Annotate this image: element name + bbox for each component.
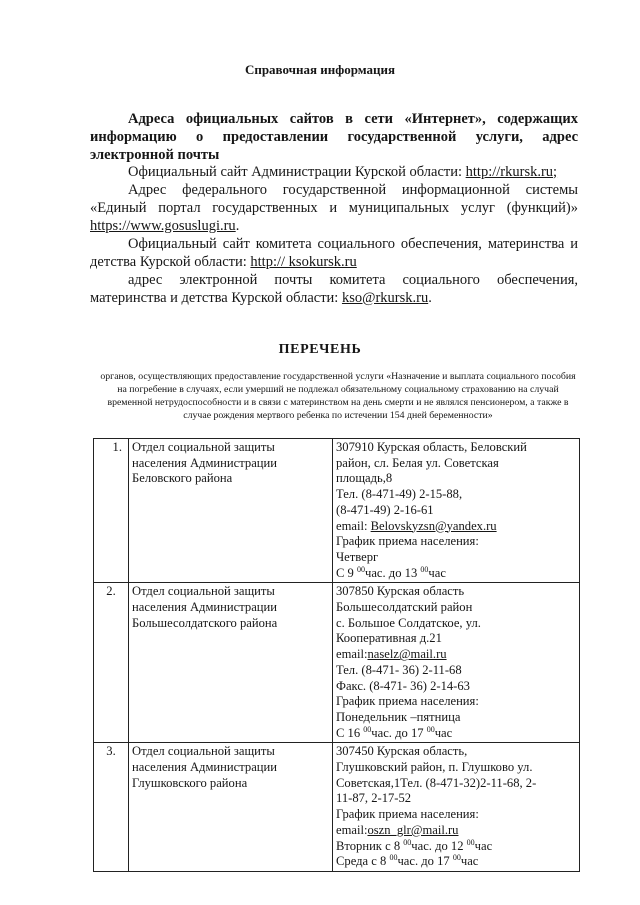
portal-link[interactable]: https://www.gosuslugi.ru xyxy=(90,217,236,234)
hours-unit: час xyxy=(474,838,493,853)
table-row xyxy=(94,439,580,583)
list-description: органов, осуществляющих предоставление государственной услуги «Назначение и выплата социального пособия на погребение в случаях, если умерший не подлежал обязательному социальному страхованию на случай временной нетрудоспособности и в связи с материнством на день смерти и не являлся пенсионером, а также в случае рождения мертвого ребенка по истечении 154 дней беременности» xyxy=(100,370,576,421)
address-line: 307450 Курская область, xyxy=(336,744,468,759)
hours-to-minutes: 00 xyxy=(452,853,461,863)
hours-unit: час xyxy=(460,854,479,869)
hours-to: час. до 17 xyxy=(397,854,453,869)
hours-from-minutes: 00 xyxy=(357,564,365,574)
hours-to: час. до 12 xyxy=(411,838,467,853)
schedule-hours xyxy=(336,566,576,582)
hours-to: час. до 17 xyxy=(371,725,427,740)
address-line: Кооперативная д.21 xyxy=(336,631,442,646)
hours-unit: час xyxy=(428,565,446,580)
email-link[interactable]: oszn_glr@mail.ru xyxy=(367,822,459,837)
portal-label: Адрес федерального государственной информационной системы «Единый портал государственных и муниципальных услуг (функций)» xyxy=(90,181,578,216)
committee-email-paragraph xyxy=(90,271,578,307)
hours-to-minutes: 00 xyxy=(466,837,475,847)
list-title: ПЕРЕЧЕНЬ xyxy=(278,342,362,357)
row-number: 2. xyxy=(94,583,129,743)
admin-site-paragraph xyxy=(90,163,578,181)
hours-from-minutes: 00 xyxy=(363,724,372,734)
websites-heading: Адреса официальных сайтов в сети «Интернет», содержащих информацию о предоставлении государственной услуги, адрес электронной почты xyxy=(90,110,578,163)
hours-from: С 16 xyxy=(336,725,364,740)
schedule-hours-wednesday xyxy=(336,854,576,870)
address-line: площадь,8 xyxy=(336,471,393,486)
hours-from: С 9 xyxy=(336,565,357,580)
table-row xyxy=(94,583,580,743)
address-line: 307910 Курская область, Беловский xyxy=(336,440,527,454)
hours-from: Среда с 8 xyxy=(336,854,390,869)
schedule-days: Понедельник –пятница xyxy=(336,709,461,724)
email-link[interactable]: naselz@mail.ru xyxy=(367,647,447,662)
committee-site-link[interactable]: http:// ksokursk.ru xyxy=(250,253,357,270)
row-number: 1. xyxy=(94,439,129,583)
committee-site-paragraph xyxy=(90,235,578,271)
address-line: 307850 Курская область xyxy=(336,584,465,599)
page-title: Справочная информация xyxy=(244,62,396,77)
hours-from-minutes: 00 xyxy=(389,853,398,863)
schedule-days: Четверг xyxy=(336,549,379,564)
committee-email-label: адрес электронной почты комитета социального обеспечения, материнства и детства Курской области: xyxy=(90,271,578,306)
department-contacts xyxy=(333,583,580,743)
table-row xyxy=(94,743,580,872)
portal-suffix: . xyxy=(235,217,240,234)
address-line: с. Большое Солдатское, ул. xyxy=(336,615,481,630)
hours-to: час. до 13 xyxy=(365,565,421,580)
phone-line: Тел. (8-471- 36) 2-11-68 xyxy=(336,662,462,677)
committee-email-link[interactable]: kso@rkursk.ru xyxy=(341,289,429,306)
department-name: Отдел социальной защиты населения Администрации Глушковского района xyxy=(129,743,333,872)
email-line xyxy=(336,519,576,535)
hours-from-minutes: 00 xyxy=(403,837,412,847)
fax-line: Факс. (8-471- 36) 2-14-63 xyxy=(336,678,470,693)
address-line: Глушковский район, п. Глушково ул. xyxy=(336,760,533,775)
schedule-heading: График приема населения: xyxy=(336,807,479,822)
email-label: email: xyxy=(336,518,371,533)
address-line: район, сл. Белая ул. Советская xyxy=(336,455,499,470)
email-label: email: xyxy=(336,647,368,662)
email-link[interactable]: Belovskyzsn@yandex.ru xyxy=(370,518,497,533)
department-name: Отдел социальной защиты населения Администрации Большесолдатского района xyxy=(129,583,333,743)
hours-unit: час xyxy=(434,725,453,740)
department-contacts xyxy=(333,743,580,872)
phone-line: (8-471-49) 2-16-61 xyxy=(336,502,434,517)
phone-line: Тел. (8-471-49) 2-15-88, xyxy=(336,487,463,502)
portal-paragraph xyxy=(90,181,578,235)
organizations-table xyxy=(93,438,580,872)
schedule-heading: График приема населения: xyxy=(336,534,479,549)
email-line xyxy=(336,647,576,663)
hours-from: Вторник с 8 xyxy=(336,838,404,853)
schedule-hours-tuesday xyxy=(336,839,576,855)
phone-line: 11-87, 2-17-52 xyxy=(336,791,412,806)
address-line: Советская,1Тел. (8-471-32)2-11-68, 2- xyxy=(336,775,537,790)
hours-to-minutes: 00 xyxy=(426,724,435,734)
address-line: Большесолдатский район xyxy=(336,600,473,615)
committee-email-suffix: . xyxy=(428,289,432,306)
email-line xyxy=(336,823,576,839)
department-name: Отдел социальной защиты населения Администрации Беловского района xyxy=(129,439,333,583)
schedule-heading: График приема населения: xyxy=(336,694,479,709)
committee-site-label: Официальный сайт комитета социального обеспечения, материнства и детства Курской области: xyxy=(90,235,578,270)
admin-site-label: Официальный сайт Администрации Курской области: xyxy=(128,163,466,180)
department-contacts xyxy=(333,439,580,583)
hours-to-minutes: 00 xyxy=(420,564,429,574)
admin-site-link[interactable]: http://rkursk.ru; xyxy=(465,163,558,180)
email-label: email: xyxy=(336,822,368,837)
row-number: 3. xyxy=(94,743,129,872)
schedule-hours xyxy=(336,726,576,742)
